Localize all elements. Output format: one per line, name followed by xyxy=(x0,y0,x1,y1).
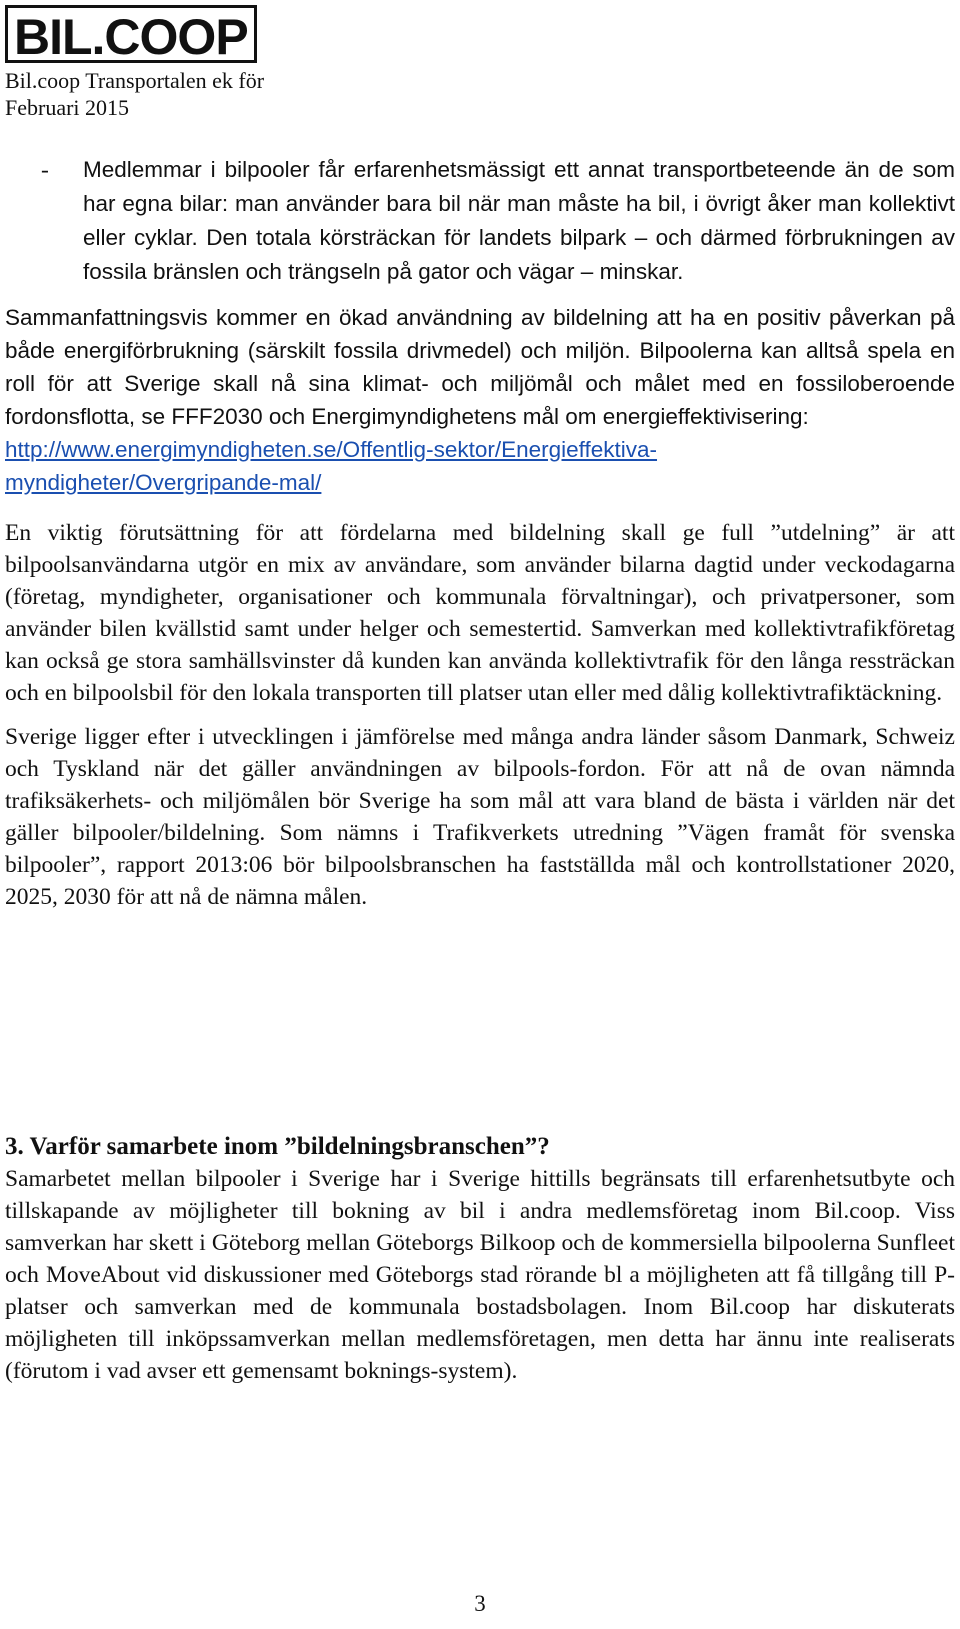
paragraph-summary: Sammanfattningsvis kommer en ökad användning av bildelning att ha en positiv påverkan på både energiförbrukning (särskilt fossila drivmedel) och miljön. Bilpoolerna kan alltså spela en roll för att Sverige skall nå sina klimat- och miljömål och målet med en fossiloberoende fordonsflotta, se FFF2030 och Energimyndighetens mål om energieffektivisering: xyxy=(5,305,955,429)
bullet-text: Medlemmar i bilpooler får erfarenhetsmässigt ett annat transportbeteende än de som har egna bilar: man använder bara bil när man måste ha bil, i övrigt åker man kollektivt eller cyklar. Den totala körsträckan för landets bilpark – och därmed förbrukningen av fossila bränslen och trängseln på gator och vägar – minskar. xyxy=(83,157,955,284)
bullet-dash: - xyxy=(41,157,49,183)
logo-text: BIL.COOP xyxy=(14,9,248,65)
section-3-text: Samarbetet mellan bilpooler i Sverige har i Sverige hittills begränsats till erfarenhetsutbyte och tillskapande av möjligheter till bokning av bil i andra medlemsföretag inom Bil.coop. Viss samverkan har skett i Göteborg mellan Göteborgs Bilkoop och de kommersiella bilpoolerna Sunfleet och MoveAbout vid diskussioner med Göteborgs stad rörande bl a möjligheten att få tillgång till P-platser och samverkan med de kommunala bostadsbolagen. Inom Bil.coop har diskuterats möjligheten till inköpssamverkan mellan medlemsföretagen, men detta har ännu inte realiserats (förutom i vad avser ett gemensamt boknings-system). xyxy=(5,1166,955,1384)
reference-link[interactable] xyxy=(5,433,955,499)
link-line-2[interactable]: myndigheter/Overgripande-mal/ xyxy=(5,470,322,495)
section-3 xyxy=(5,1163,955,1387)
paragraph-sweden: Sverige ligger efter i utvecklingen i jämförelse med många andra länder såsom Danmark, Schweiz och Tyskland när det gäller användningen av bilpools-fordon. För att nå de ovan nämnda trafiksäkerhets- och miljömålen bör Sverige ha som mål att vara bland de bästa i världen när det gäller bilpooler/bildelning. Som nämns i Trafikverkets utredning ”Vägen framåt för svenska bilpooler”, rapport 2013:06 bör bilpoolsbranschen ha fastställda mål och kontrollstationer 2020, 2025, 2030 för att nå de nämna målen. xyxy=(5,724,955,910)
document-header xyxy=(5,5,405,121)
page-number: 3 xyxy=(474,1591,486,1616)
document-body xyxy=(5,153,955,913)
organisation-name: Bil.coop Transportalen ek för xyxy=(5,68,265,93)
paragraph-condition: En viktig förutsättning för att fördelarna med bildelning skall ge full ”utdelning” är att bilpoolsanvändarna utgör en mix av användare, som använder bilarna dagtid under veckodagarna (företag, myndigheter, organisationer och kommunala förvaltningar), och privatpersoner, som använder bilen kvällstid samt under helger och semestertid. Samverkan med kollektivtrafikföretag kan också ge stora samhällsvinster då kunden kan använda kollektivtrafik för den långa ressträckan och en bilpoolsbil för den lokala transporten till platser utan eller med dålig kollektivtrafiktäckning. xyxy=(5,520,955,706)
bullet-item xyxy=(5,153,955,289)
header-subtitle xyxy=(5,67,405,121)
bilcoop-logo xyxy=(5,5,257,63)
link-line-1[interactable]: http://www.energimyndigheten.se/Offentlig-sektor/Energieffektiva- xyxy=(5,437,658,462)
document-date: Februari 2015 xyxy=(5,95,130,120)
section-3-heading: 3. Varför samarbete inom ”bildelningsbranschen”? xyxy=(5,1133,550,1160)
